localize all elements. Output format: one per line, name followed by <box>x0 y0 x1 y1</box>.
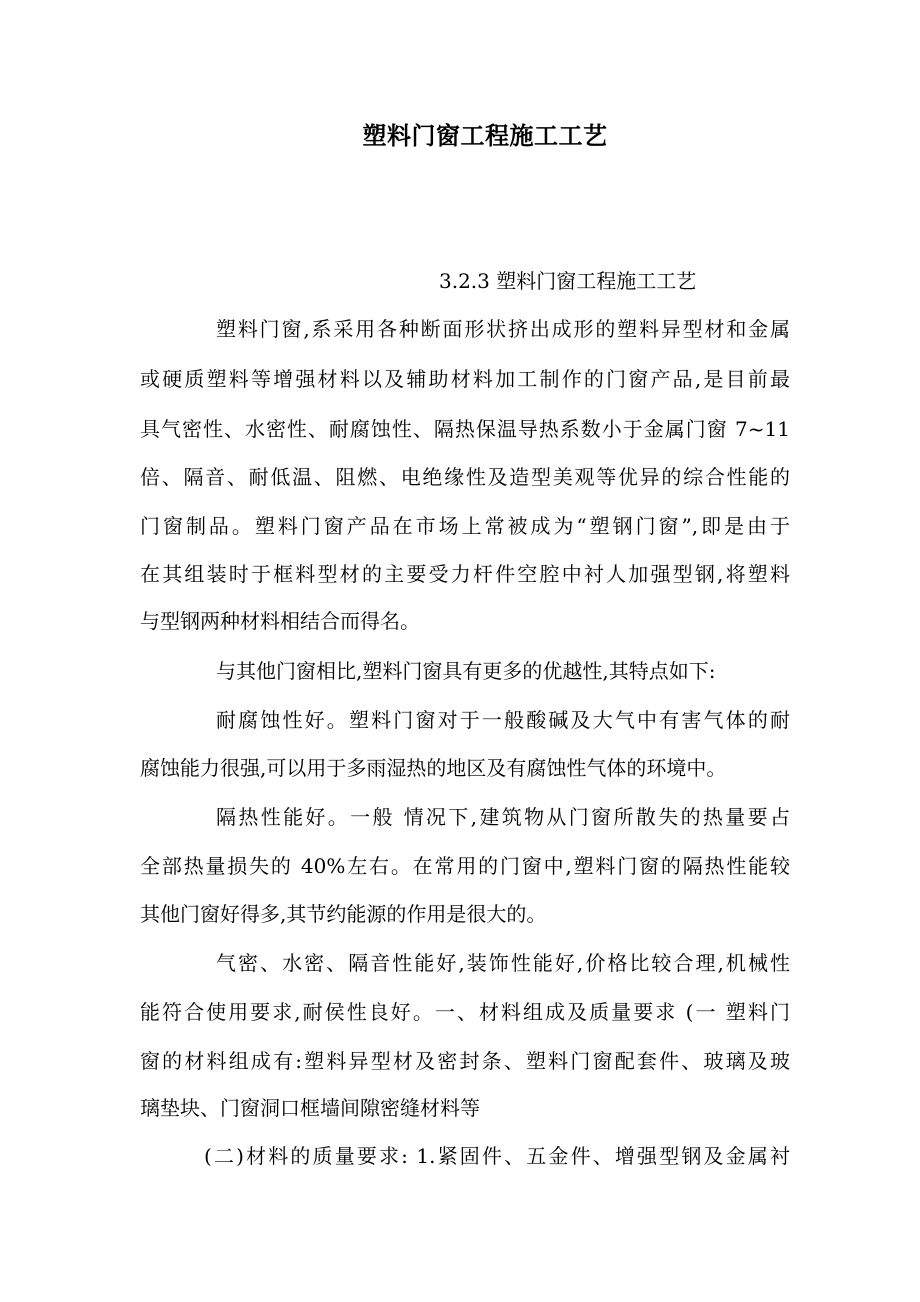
paragraph-line: 全部热量损失的 40%左右。在常用的门窗中,塑料门窗的隔热性能较 <box>140 854 790 878</box>
paragraph-line: (二)材料的质量要求: 1.紧固件、五金件、增强型钢及金属衬 <box>204 1144 790 1168</box>
paragraph-line: 窗的材料组成有:塑料异型材及密封条、塑料门窗配套件、玻璃及玻 <box>140 1049 790 1073</box>
paragraph-line: 与其他门窗相比,塑料门窗具有更多的优越性,其特点如下: <box>216 659 716 683</box>
paragraph-line: 倍、隔音、耐低温、阻燃、电绝缘性及造型美观等优异的综合性能的 <box>140 465 790 489</box>
paragraph-line: 耐腐蚀性好。塑料门窗对于一般酸碱及大气中有害气体的耐 <box>216 708 790 732</box>
paragraph-line: 能符合使用要求,耐侯性良好。一、材料组成及质量要求 (一 塑料门 <box>140 1000 790 1024</box>
section-heading: 3.2.3 塑料门窗工程施工工艺 <box>439 269 697 293</box>
paragraph-line: 气密、水密、隔音性能好,装饰性能好,价格比较合理,机械性 <box>216 951 790 975</box>
paragraph-line: 门窗制品。塑料门窗产品在市场上常被成为“塑钢门窗”,即是由于 <box>140 514 790 538</box>
paragraph-line: 在其组装时于框料型材的主要受力杆件空腔中衬人加强型钢,将塑料 <box>140 562 790 586</box>
paragraph-line: 塑料门窗,系采用各种断面形状挤出成形的塑料异型材和金属 <box>216 317 790 341</box>
paragraph-line: 璃垫块、门窗洞口框墙间隙密缝材料等 <box>140 1096 480 1120</box>
document-title: 塑料门窗工程施工工艺 <box>362 122 608 150</box>
paragraph-line: 具气密性、水密性、耐腐蚀性、隔热保温导热系数小于金属门窗 7~11 <box>140 417 790 441</box>
paragraph-line: 其他门窗好得多,其节约能源的作用是很大的。 <box>140 902 547 926</box>
paragraph-line: 隔热性能好。一般 情况下,建筑物从门窗所散失的热量要占 <box>216 805 790 829</box>
paragraph-line: 腐蚀能力很强,可以用于多雨湿热的地区及有腐蚀性气体的环境中。 <box>140 756 727 780</box>
paragraph-line: 或硬质塑料等增强材料以及辅助材料加工制作的门窗产品,是目前最 <box>140 367 790 391</box>
paragraph-line: 与型钢两种材料相结合而得名。 <box>140 609 420 633</box>
